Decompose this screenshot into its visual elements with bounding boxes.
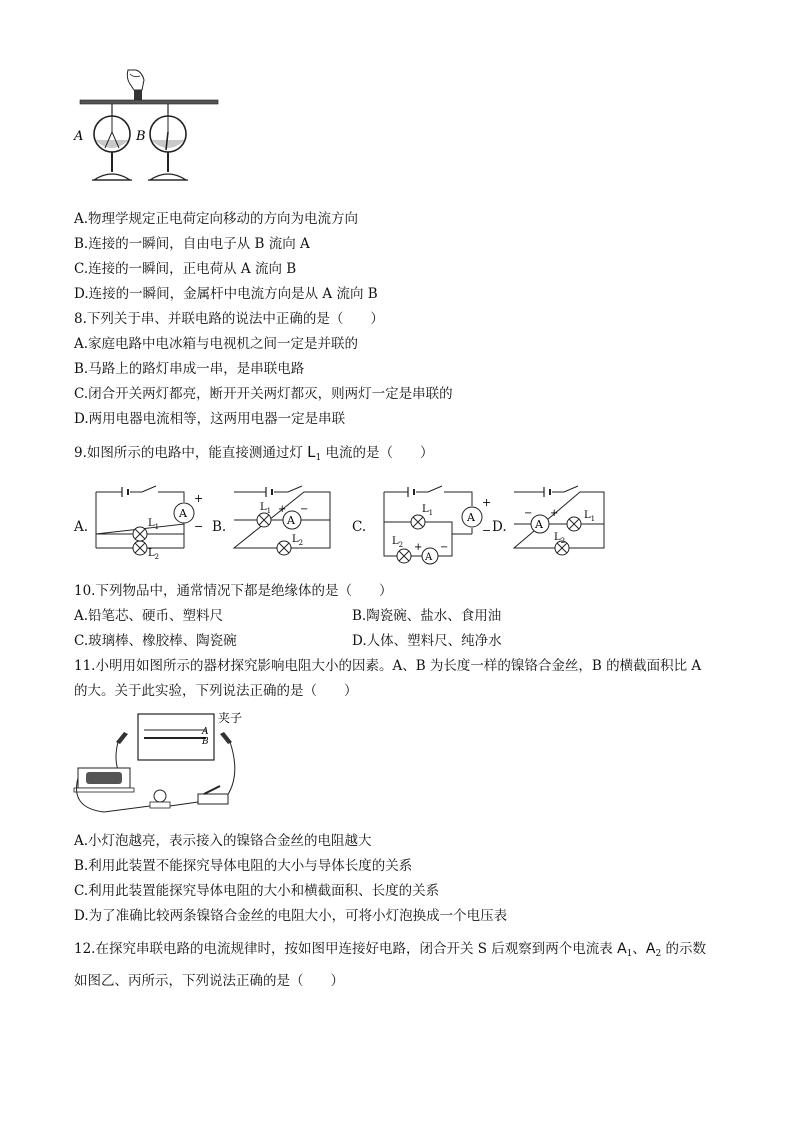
q9-stem-before: 9.如图所示的电路中，能直接测通过灯 <box>74 445 308 461</box>
meter-b-plus: + <box>278 504 287 515</box>
lamp2-b: $L_2$ <box>292 534 304 547</box>
meter-b-glyph: A <box>287 514 295 527</box>
q10-option-a: A.铅笔芯、硬币、塑料尺 <box>74 608 224 624</box>
q12-sep: 、 <box>632 941 646 957</box>
q9-option-a-label: A. <box>74 519 89 535</box>
q11-option-c: C.利用此装置能探究导体电阻的大小和横截面积、长度的关系 <box>74 883 440 899</box>
q9-option-c-label: C. <box>352 519 367 535</box>
q10-option-b: B.陶瓷碗、盐水、食用油 <box>352 608 502 624</box>
q12-meter2-sub: 2 <box>655 949 662 959</box>
q11-stem-line2: 的大。关于此实验，下列说法正确的是（ ） <box>74 683 358 699</box>
q12-meter2: A <box>645 941 656 957</box>
q12-stem-line1 <box>74 940 706 963</box>
meter-c2-plus: + <box>414 542 423 553</box>
lamp1-b: $L_1$ <box>260 502 272 515</box>
resistance-apparatus-figure <box>74 708 274 820</box>
q7-option-b: B.连接的一瞬间，自由电子从 B 流向 A <box>74 236 310 252</box>
circuit-a <box>92 484 212 561</box>
q10-option-d: D.人体、塑料尺、纯净水 <box>352 633 502 649</box>
electroscope-figure <box>70 68 220 198</box>
lamp2-d: $L_2$ <box>554 532 566 545</box>
q10-stem: 10.下列物品中，通常情况下都是绝缘体的是（ ） <box>74 583 393 599</box>
meter-a-glyph: A <box>179 507 187 520</box>
q8-option-b: B.马路上的路灯串成一串，是串联电路 <box>74 361 305 377</box>
lamp2-a: $L_2$ <box>148 548 160 561</box>
wire-label-b: B <box>202 737 209 747</box>
meter-c2-glyph: A <box>425 552 433 563</box>
meter-c1-glyph: A <box>467 511 475 524</box>
meter-d-glyph: A <box>535 518 543 531</box>
meter-b-minus: − <box>300 504 309 515</box>
lamp1-d: $L_1$ <box>584 510 596 523</box>
circuit-b <box>230 484 340 556</box>
q11-stem-line1: 11.小明用如图所示的器材探究影响电阻大小的因素。A、B 为长度一样的镍铬合金丝，B 的横截面积比 A <box>74 658 702 674</box>
electroscope-label-a: A <box>74 129 84 144</box>
q9-stem-sub: 1 <box>315 453 322 463</box>
q12-stem-part1: 12.在探究串联电路的电流规律时，按如图甲连接好电路，闭合开关 S 后观察到两个电流表 <box>74 941 618 957</box>
q8-stem: 8.下列关于串、并联电路的说法中正确的是（ ） <box>74 311 384 327</box>
circuit-d <box>510 484 610 556</box>
q11-option-d: D.为了准确比较两条镍铬合金丝的电阻大小，可将小灯泡换成一个电压表 <box>74 908 508 924</box>
clip-label: 夹子 <box>218 711 243 725</box>
wire-label-a: A <box>202 727 209 737</box>
q12-meter1: A <box>617 941 627 957</box>
circuit-c <box>368 484 498 566</box>
meter-a-minus: − <box>194 520 204 533</box>
lamp1-a: $L_1$ <box>148 518 160 531</box>
lamp1-c: $L_1$ <box>422 504 434 517</box>
q12-stem-line2: 如图乙、丙所示，下列说法正确的是（ ） <box>74 973 344 989</box>
q12-meter1-sub: 1 <box>626 949 633 959</box>
meter-c1-minus: − <box>482 524 492 537</box>
lamp2-c: $L_2$ <box>392 536 404 549</box>
q9-stem-lamp: L <box>307 443 316 461</box>
q9-stem <box>74 443 434 467</box>
meter-a-plus: + <box>194 492 204 505</box>
electroscope-label-b: B <box>136 129 146 144</box>
q8-option-d: D.两用电器电流相等，这两用电器一定是串联 <box>74 411 346 427</box>
meter-c2-minus: − <box>440 542 449 553</box>
meter-c1-plus: + <box>482 496 492 509</box>
q9-stem-after: 电流的是（ ） <box>321 445 434 461</box>
q8-option-c: C.闭合开关两灯都亮，断开开关两灯都灭，则两灯一定是串联的 <box>74 386 453 402</box>
q12-stem-part2: 的示数 <box>661 941 707 957</box>
meter-d-minus: − <box>524 508 533 519</box>
q7-option-a: A.物理学规定正电荷定向移动的方向为电流方向 <box>74 211 359 227</box>
q9-option-d-label: D. <box>492 519 507 535</box>
q8-option-a: A.家庭电路中电冰箱与电视机之间一定是并联的 <box>74 336 359 352</box>
q11-option-a: A.小灯泡越亮，表示接入的镍铬合金丝的电阻越大 <box>74 833 372 849</box>
q7-option-d: D.连接的一瞬间，金属杆中电流方向是从 A 流向 B <box>74 286 378 302</box>
q11-option-b: B.利用此装置不能探究导体电阻的大小与导体长度的关系 <box>74 858 413 874</box>
q7-option-c: C.连接的一瞬间，正电荷从 A 流向 B <box>74 261 297 277</box>
q10-option-c: C.玻璃棒、橡胶棒、陶瓷碗 <box>74 633 237 649</box>
meter-d-plus: + <box>550 508 559 519</box>
q9-option-b-label: B. <box>212 519 227 535</box>
